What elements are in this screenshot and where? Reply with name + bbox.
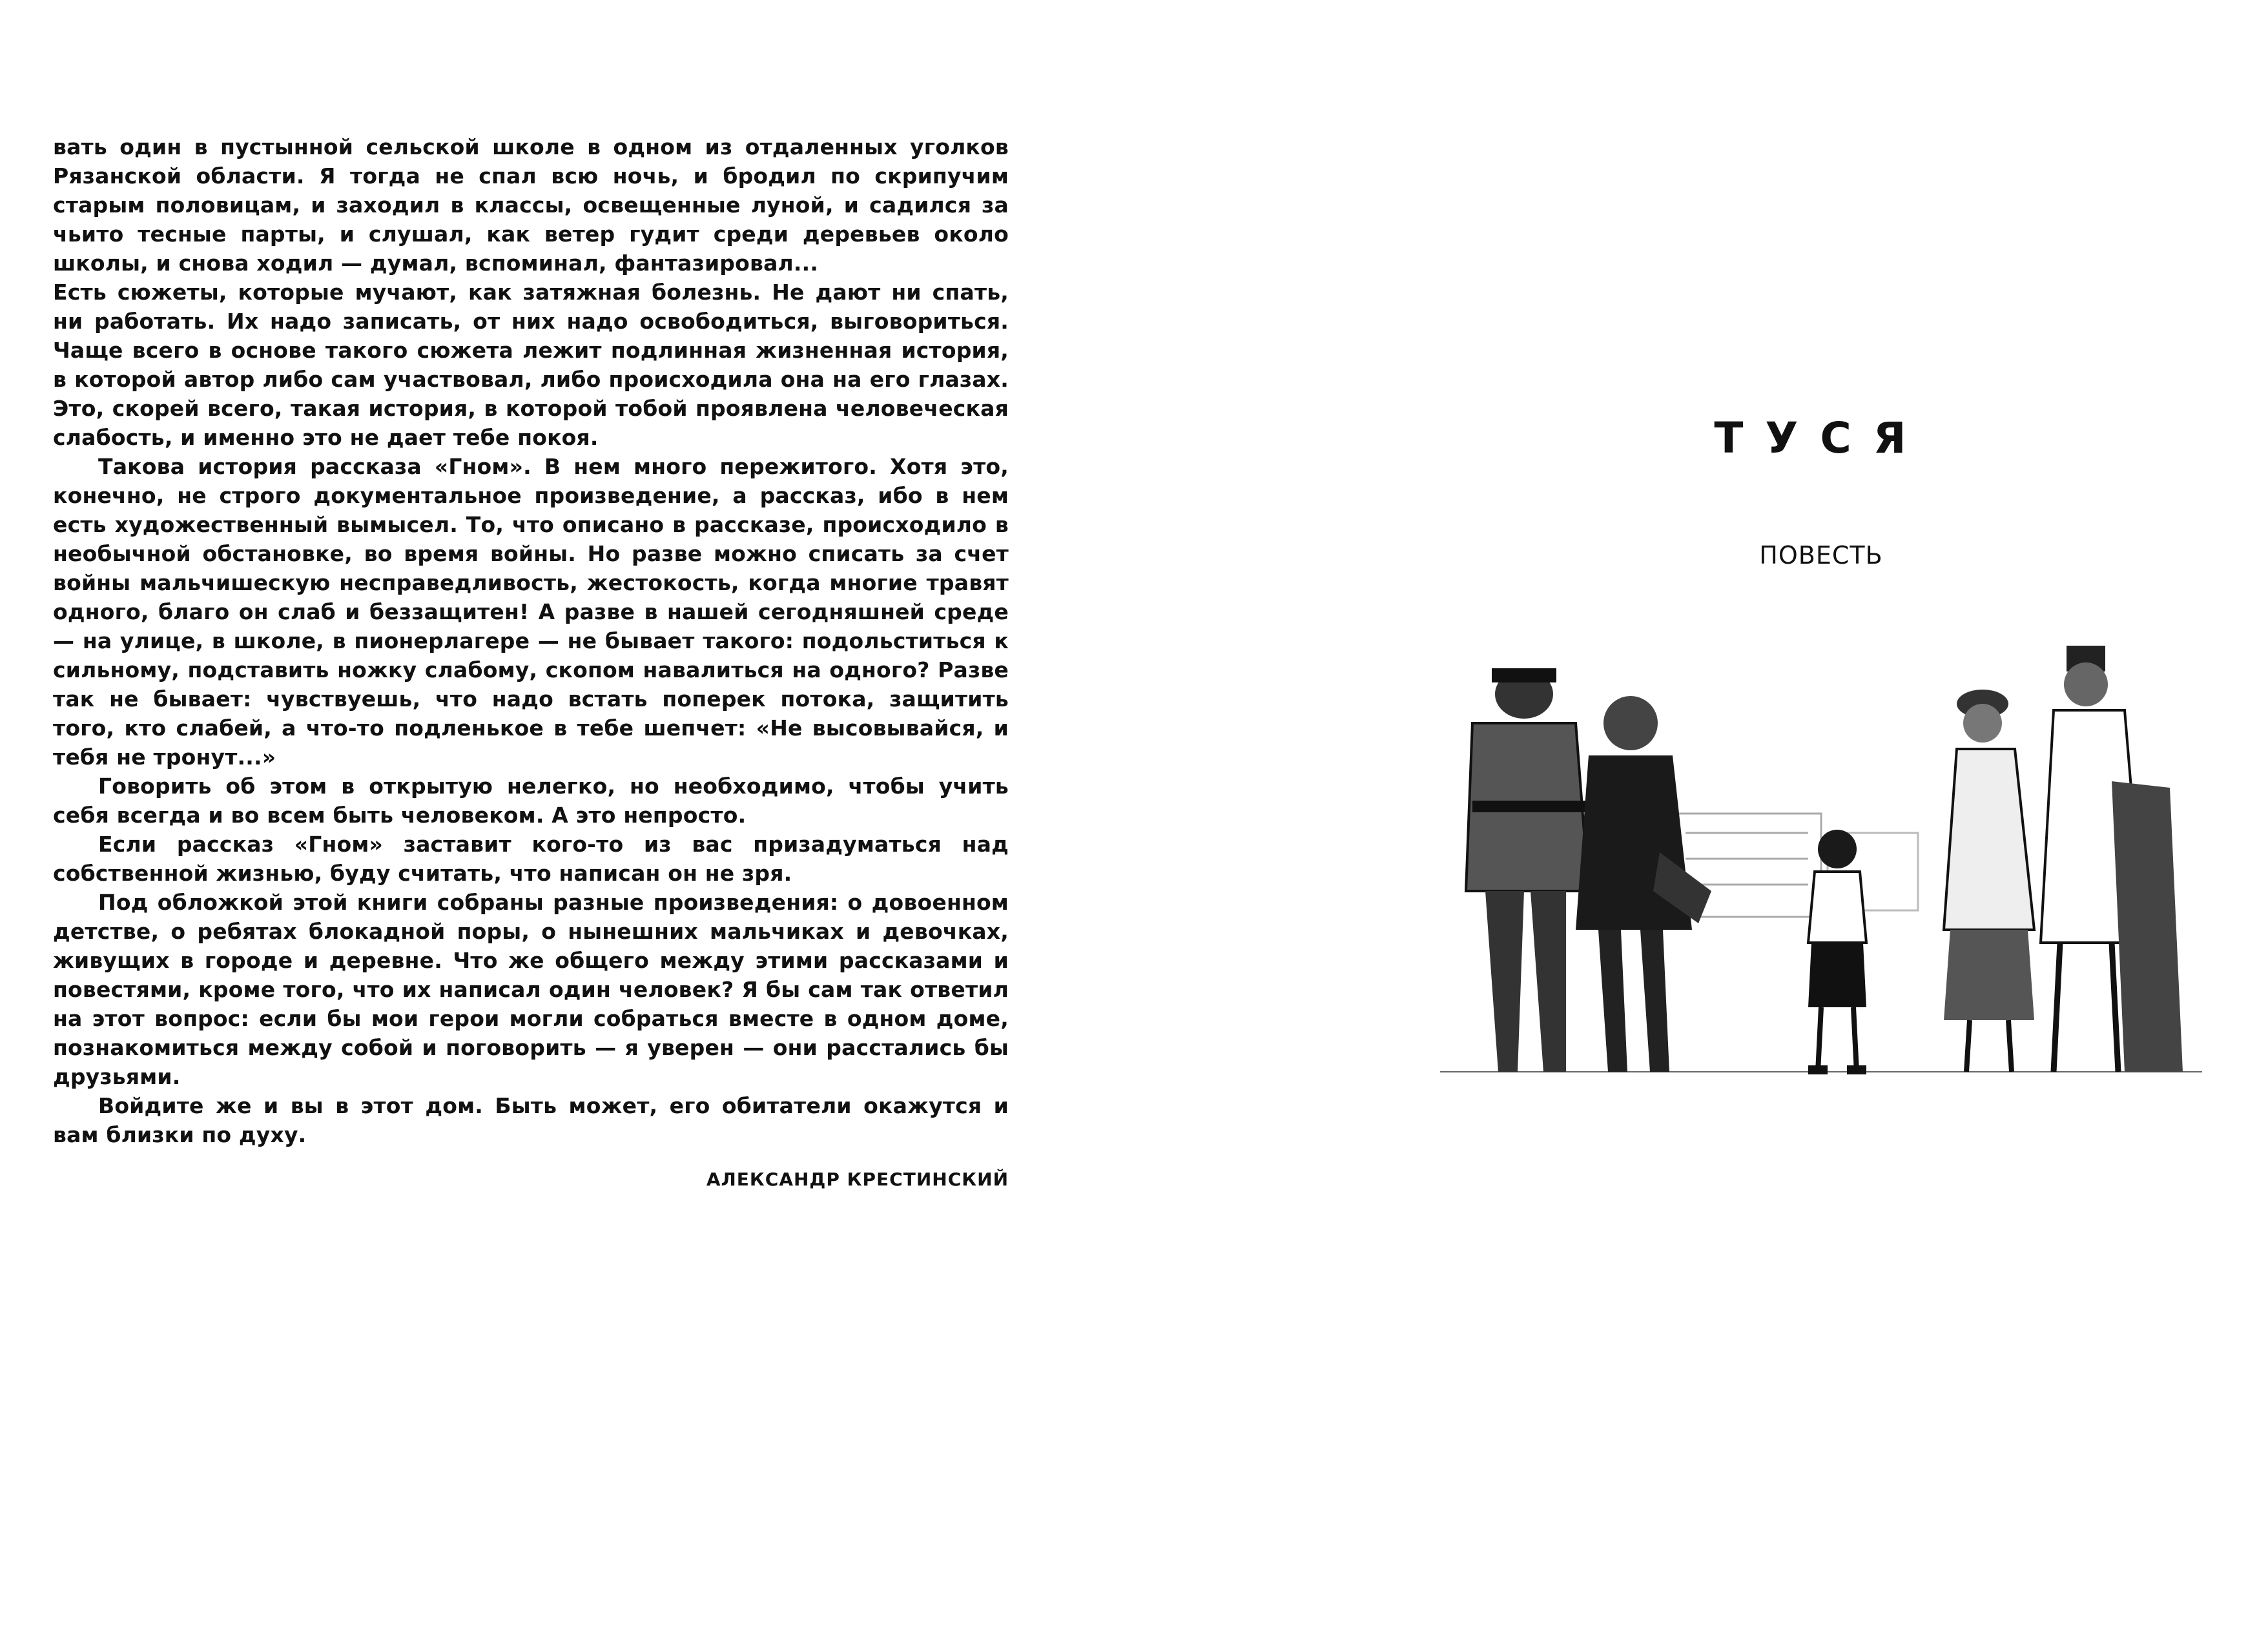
story-genre: ПОВЕСТЬ xyxy=(1759,541,1883,569)
story-title: ТУСЯ xyxy=(1714,413,1928,463)
child-figure xyxy=(1808,830,1866,1074)
illustration xyxy=(1414,620,2228,1111)
title-page xyxy=(1137,0,2268,1651)
preface-text xyxy=(53,132,1009,1149)
woman-dark-figure xyxy=(1576,696,1711,1072)
paragraph-2: Есть сюжеты, которые мучают, как затяжная болезнь. Не дают ни спать, ни работать. Их надо записать, от них надо освободиться, выговориться. Чаще всего в основе такого сюжета лежит подлинная жизненная история, в которой автор либо сам участвовал, либо происходила она на его глазах. Это, скорей всего, такая история, в которой тобой проявлена человеческая слабость, и именно это не дает тебе покоя. xyxy=(53,280,1009,450)
author-signature: АЛЕКСАНДР КРЕСТИНСКИЙ xyxy=(706,1169,1009,1190)
paragraph-5: Если рассказ «Гном» заставит кого-то из вас призадуматься над собственной жизнью, буду считать, что написан он не зря. xyxy=(53,832,1009,886)
tall-figure xyxy=(2041,646,2183,1072)
paragraph-4: Говорить об этом в открытую нелегко, но необходимо, чтобы учить себя всегда и во всем быть человеком. А это непросто. xyxy=(53,774,1009,828)
woman-hat-figure xyxy=(1944,690,2034,1072)
paragraph-1: вать один в пустынной сельской школе в одном из отдаленных уголков Рязанской области. Я тогда не спал всю ночь, и бродил по скрипучим старым половицам, и заходил в классы, освещенные луной, и садился за чьито тесные парты, и слушал, как ветер гудит среди деревьев около школы, и снова ходил — думал, вспоминал, фантазировал... xyxy=(53,134,1009,276)
paragraph-3: Такова история рассказа «Гном». В нем много пережитого. Хотя это, конечно, не строго документальное произведение, а рассказ, ибо в нем есть художественный вымысел. То, что описано в рассказе, происходило в необычной обстановке, во время войны. Но разве можно списать за счет войны мальчишескую несправедливость, жестокость, когда многие травят одного, благо он слаб и беззащитен! А разве в нашей сегодняшней среде — на улице, в школе, в пионерлагере — не бывает такого: подольститься к сильному, подставить ножку слабому, скопом навалиться на одного? Разве так не бывает: чувствуешь, что надо встать поперек потока, защитить того, кто слабей, а что-то подленькое в тебе шепчет: «Не высовывайся, и тебя не тронут...» xyxy=(53,454,1009,770)
soldier-figure xyxy=(1466,668,1589,1072)
paragraph-7: Войдите же и вы в этот дом. Быть может, его обитатели окажутся и вам близки по духу. xyxy=(53,1093,1009,1147)
paragraph-6: Под обложкой этой книги собраны разные произведения: о довоенном детстве, о ребятах блокадной поры, о нынешних мальчиках и девочках, живущих в городе и деревне. Что же общего между этими рассказами и повестями, кроме того, что их написал один человек? Я бы сам так ответил на этот вопрос: если бы мои герои могли собраться вместе в одном доме, познакомиться между собой и поговорить — я уверен — они расстались бы друзьями. xyxy=(53,890,1009,1089)
